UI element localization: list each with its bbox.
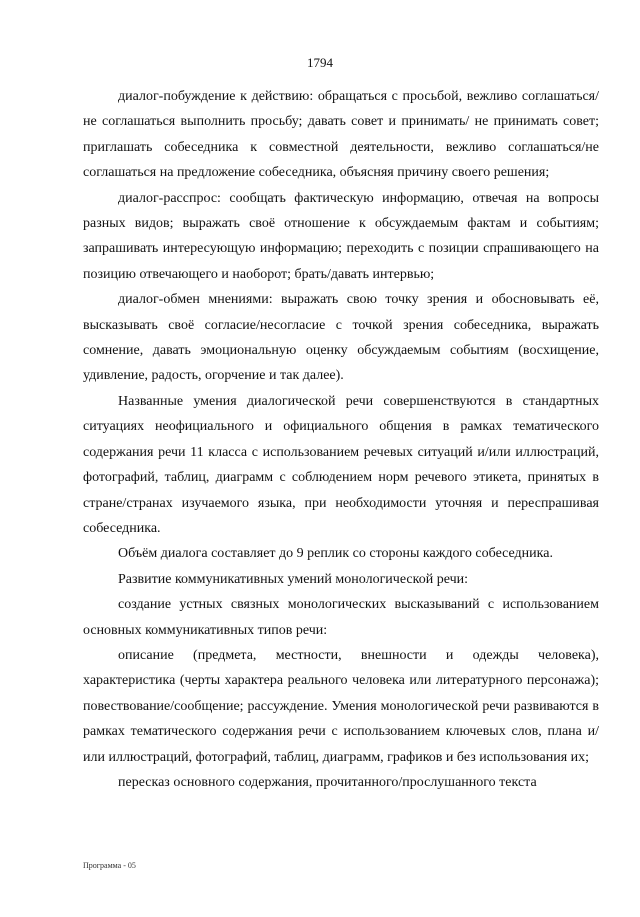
paragraph-dialog-skills-improvement: Названные умения диалогической речи совершенствуются в стандартных ситуациях неофициального и официального общения в рамках тематического содержания речи 11 класса с использованием речевых ситуаций и/или иллюстраций, фотографий, таблиц, диаграмм с соблюдением норм речевого этикета, принятых в стране/странах изучаемого языка, при необходимости уточняя и переспрашивая собеседника. (83, 393, 599, 536)
paragraph-dialog-inquiry: диалог-расспрос: сообщать фактическую информацию, отвечая на вопросы разных видов; выражать своё отношение к обсуждаемым фактам и событиям; запрашивать интересующую информацию; переходить с позиции спрашивающего на позицию отвечающего и наоборот; брать/давать интервью; (83, 190, 599, 282)
paragraph-dialog-motivation: диалог-побуждение к действию: обращаться с просьбой, вежливо соглашаться/не соглашаться выполнить просьбу; давать совет и принимать/ не принимать совет; приглашать собеседника к совместной деятельности, вежливо соглашаться/не соглашаться на предложение собеседника, объясняя причину своего решения; (83, 89, 599, 181)
paragraph-monologue-creation: создание устных связных монологических высказываний с использованием основных коммуникативных типов речи: (83, 597, 599, 638)
paragraph-monologue-heading: Развитие коммуникативных умений монологической речи: (118, 571, 468, 587)
footer-label: Программа - 05 (83, 861, 136, 870)
paragraph-dialog-opinion-exchange: диалог-обмен мнениями: выражать свою точку зрения и обосновывать её, высказывать своё согласие/несогласие с точкой зрения собеседника, выражать сомнение, давать эмоциональную оценку обсуждаемым событиям (восхищение, удивление, радость, огорчение и так далее). (83, 292, 599, 384)
paragraph-dialog-volume: Объём диалога составляет до 9 реплик со стороны каждого собеседника. (118, 546, 553, 562)
paragraph-monologue-types: описание (предмета, местности, внешности и одежды человека), характеристика (черты характера реального человека или литературного персонажа); повествование/сообщение; рассуждение. Умения монологической речи развиваются в рамках тематического содержания речи с использованием ключевых слов, плана и/или иллюстраций, фотографий, таблиц, диаграмм, графиков и без использования их; (83, 647, 599, 765)
body-text (83, 84, 599, 795)
page-number: 1794 (307, 55, 333, 70)
paragraph-retelling: пересказ основного содержания, прочитанного/прослушанного текста (118, 774, 537, 790)
